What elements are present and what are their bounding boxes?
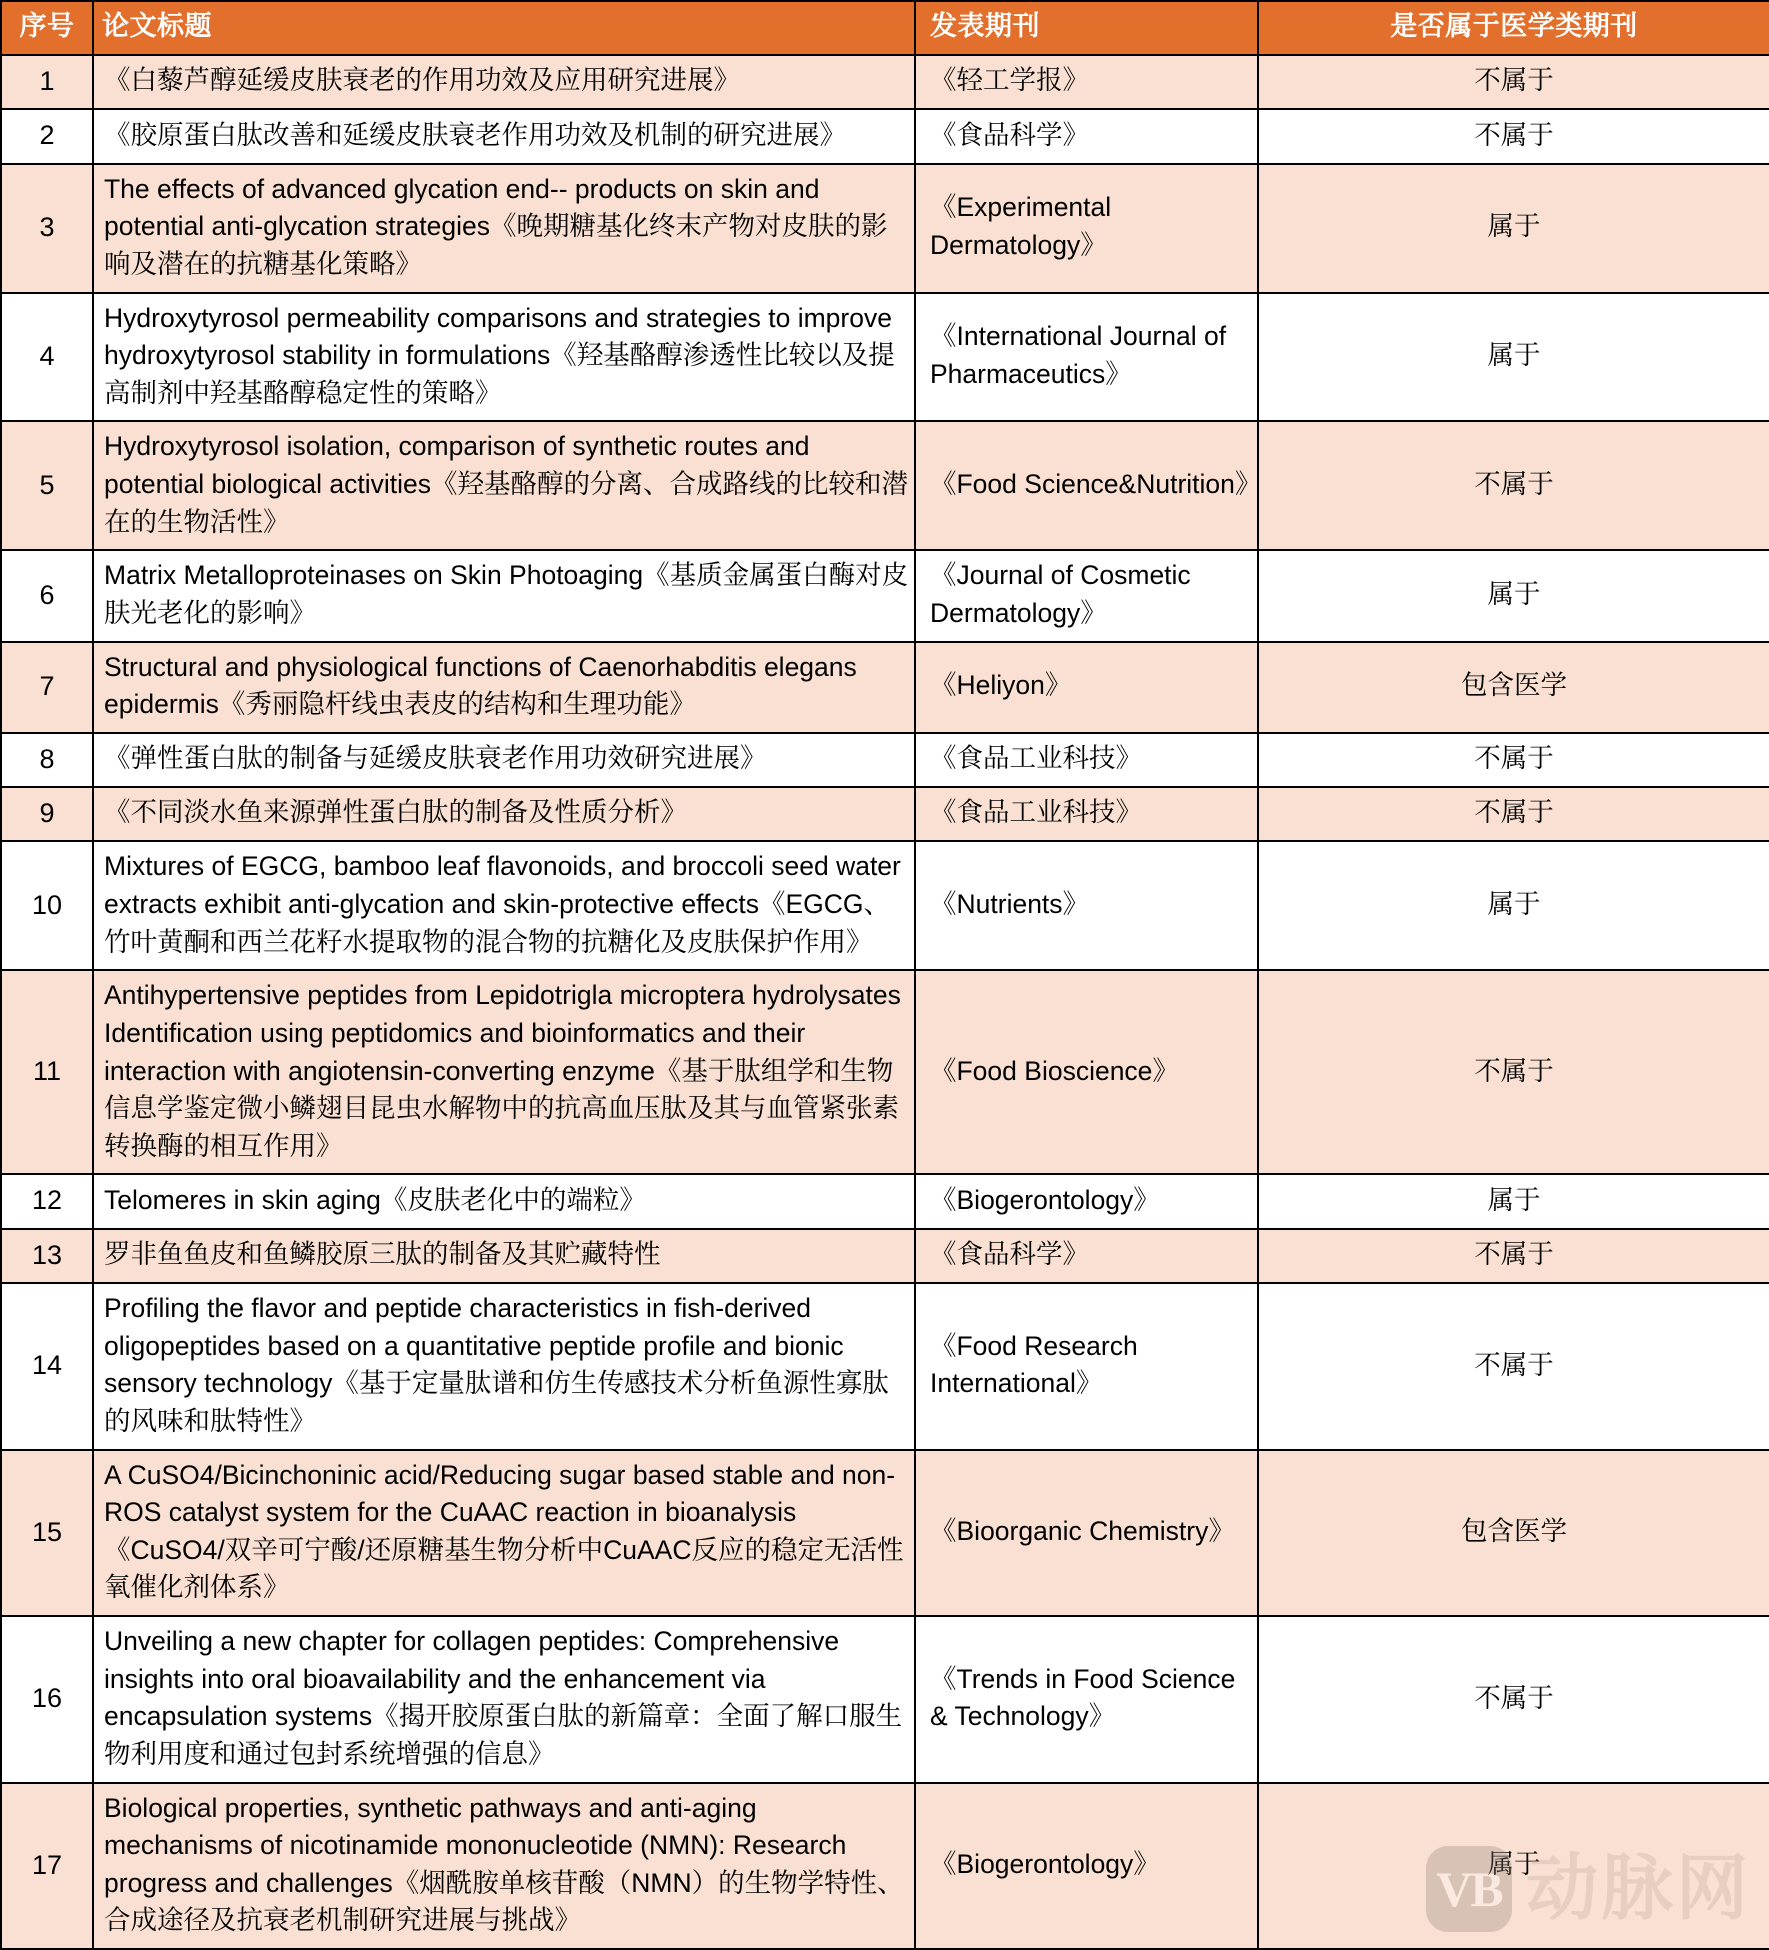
table-row[interactable] <box>1 421 1769 550</box>
cell-index[interactable]: 17 <box>1 1783 93 1950</box>
cell-paper-title[interactable]: 《弹性蛋白肽的制备与延缓皮肤衰老作用功效研究进展》 <box>93 733 915 787</box>
cell-index[interactable]: 11 <box>1 970 93 1174</box>
table-row[interactable] <box>1 550 1769 641</box>
cell-is-medical[interactable]: 不属于 <box>1258 421 1769 550</box>
cell-journal[interactable]: 《Food Science&Nutrition》 <box>915 421 1258 550</box>
column-header-index[interactable]: 序号 <box>1 1 93 55</box>
table-body <box>1 55 1769 1949</box>
cell-journal[interactable]: 《International Journal of Pharmaceutics》 <box>915 293 1258 422</box>
cell-journal[interactable]: 《Food Research International》 <box>915 1283 1258 1450</box>
cell-is-medical[interactable]: 不属于 <box>1258 1283 1769 1450</box>
cell-is-medical[interactable]: 不属于 <box>1258 787 1769 841</box>
table-row[interactable] <box>1 787 1769 841</box>
cell-paper-title[interactable]: Antihypertensive peptides from Lepidotrigla microptera hydrolysates Identification using peptidomics and bioinformatics and their interaction with angiotensin-converting enzyme《基于肽组学和生物信息学鉴定微小鳞翅目昆虫水解物中的抗高血压肽及其与血管紧张素转换酶的相互作用》 <box>93 970 915 1174</box>
cell-index[interactable]: 9 <box>1 787 93 841</box>
cell-is-medical[interactable]: 不属于 <box>1258 109 1769 163</box>
cell-journal[interactable]: 《Experimental Dermatology》 <box>915 164 1258 293</box>
column-header-title[interactable]: 论文标题 <box>93 1 915 55</box>
column-header-journal[interactable]: 发表期刊 <box>915 1 1258 55</box>
cell-journal[interactable]: 《食品工业科技》 <box>915 733 1258 787</box>
table-row[interactable] <box>1 642 1769 733</box>
cell-paper-title[interactable]: Hydroxytyrosol isolation, comparison of synthetic routes and potential biological activities《羟基酪醇的分离、合成路线的比较和潜在的生物活性》 <box>93 421 915 550</box>
cell-paper-title[interactable]: Hydroxytyrosol permeability comparisons and strategies to improve hydroxytyrosol stability in formulations《羟基酪醇渗透性比较以及提高制剂中羟基酪醇稳定性的策略》 <box>93 293 915 422</box>
table-row[interactable] <box>1 841 1769 970</box>
cell-is-medical[interactable]: 属于 <box>1258 293 1769 422</box>
cell-journal[interactable]: 《Nutrients》 <box>915 841 1258 970</box>
cell-paper-title[interactable]: Structural and physiological functions of Caenorhabditis elegans epidermis《秀丽隐杆线虫表皮的结构和生理功能》 <box>93 642 915 733</box>
cell-journal[interactable]: 《Trends in Food Science & Technology》 <box>915 1616 1258 1783</box>
cell-is-medical[interactable]: 包含医学 <box>1258 1450 1769 1617</box>
table-row[interactable] <box>1 1783 1769 1950</box>
cell-paper-title[interactable]: 罗非鱼鱼皮和鱼鳞胶原三肽的制备及其贮藏特性 <box>93 1229 915 1283</box>
cell-paper-title[interactable]: A CuSO4/Bicinchoninic acid/Reducing sugar based stable and non-ROS catalyst system for the CuAAC reaction in bioanalysis《CuSO4/双辛可宁酸/还原糖基生物分析中CuAAC反应的稳定无活性氧催化剂体系》 <box>93 1450 915 1617</box>
cell-index[interactable]: 15 <box>1 1450 93 1617</box>
table-row[interactable] <box>1 55 1769 109</box>
cell-journal[interactable]: 《Biogerontology》 <box>915 1174 1258 1228</box>
cell-index[interactable]: 5 <box>1 421 93 550</box>
cell-is-medical[interactable]: 包含医学 <box>1258 642 1769 733</box>
cell-journal[interactable]: 《Biogerontology》 <box>915 1783 1258 1950</box>
table-row[interactable] <box>1 293 1769 422</box>
cell-paper-title[interactable]: Telomeres in skin aging《皮肤老化中的端粒》 <box>93 1174 915 1228</box>
table-row[interactable] <box>1 1450 1769 1617</box>
cell-index[interactable]: 16 <box>1 1616 93 1783</box>
cell-journal[interactable]: 《Bioorganic Chemistry》 <box>915 1450 1258 1617</box>
cell-paper-title[interactable]: 《胶原蛋白肽改善和延缓皮肤衰老作用功效及机制的研究进展》 <box>93 109 915 163</box>
cell-index[interactable]: 14 <box>1 1283 93 1450</box>
table-header <box>1 1 1769 55</box>
cell-journal[interactable]: 《Heliyon》 <box>915 642 1258 733</box>
cell-journal[interactable]: 《轻工学报》 <box>915 55 1258 109</box>
cell-is-medical[interactable]: 不属于 <box>1258 733 1769 787</box>
cell-is-medical[interactable]: 不属于 <box>1258 1616 1769 1783</box>
cell-paper-title[interactable]: Profiling the flavor and peptide characteristics in fish-derived oligopeptides based on a quantitative peptide profile and bionic sensory technology《基于定量肽谱和仿生传感技术分析鱼源性寡肽的风味和肽特性》 <box>93 1283 915 1450</box>
table-row[interactable] <box>1 1283 1769 1450</box>
cell-paper-title[interactable]: Mixtures of EGCG, bamboo leaf flavonoids, and broccoli seed water extracts exhibit anti-glycation and skin-protective effects《EGCG、竹叶黄酮和西兰花籽水提取物的混合物的抗糖化及皮肤保护作用》 <box>93 841 915 970</box>
cell-is-medical[interactable]: 属于 <box>1258 1174 1769 1228</box>
cell-index[interactable]: 13 <box>1 1229 93 1283</box>
cell-is-medical[interactable]: 不属于 <box>1258 55 1769 109</box>
cell-index[interactable]: 6 <box>1 550 93 641</box>
column-header-medical[interactable]: 是否属于医学类期刊 <box>1258 1 1769 55</box>
cell-is-medical[interactable]: 属于 <box>1258 1783 1769 1950</box>
watermark-text: 动脉网 <box>1525 1849 1751 1930</box>
table-row[interactable] <box>1 970 1769 1174</box>
cell-is-medical[interactable]: 不属于 <box>1258 970 1769 1174</box>
cell-index[interactable]: 1 <box>1 55 93 109</box>
cell-paper-title[interactable]: 《白藜芦醇延缓皮肤衰老的作用功效及应用研究进展》 <box>93 55 915 109</box>
cell-paper-title[interactable]: The effects of advanced glycation end-- products on skin and potential anti-glycation strategies《晚期糖基化终末产物对皮肤的影响及潜在的抗糖基化策略》 <box>93 164 915 293</box>
cell-is-medical[interactable]: 属于 <box>1258 841 1769 970</box>
cell-is-medical[interactable]: 不属于 <box>1258 1229 1769 1283</box>
cell-paper-title[interactable]: Unveiling a new chapter for collagen peptides: Comprehensive insights into oral bioavailability and the enhancement via encapsulation systems《揭开胶原蛋白肽的新篇章：全面了解口服生物利用度和通过包封系统增强的信息》 <box>93 1616 915 1783</box>
table-row[interactable] <box>1 1229 1769 1283</box>
cell-index[interactable]: 2 <box>1 109 93 163</box>
cell-journal[interactable]: 《Food Bioscience》 <box>915 970 1258 1174</box>
cell-journal[interactable]: 《Journal of Cosmetic Dermatology》 <box>915 550 1258 641</box>
table-row[interactable] <box>1 164 1769 293</box>
cell-is-medical[interactable]: 属于 <box>1258 164 1769 293</box>
cell-index[interactable]: 12 <box>1 1174 93 1228</box>
table-row[interactable] <box>1 733 1769 787</box>
cell-journal[interactable]: 《食品科学》 <box>915 109 1258 163</box>
cell-index[interactable]: 3 <box>1 164 93 293</box>
cell-index[interactable]: 10 <box>1 841 93 970</box>
cell-paper-title[interactable]: Biological properties, synthetic pathways and anti-aging mechanisms of nicotinamide mononucleotide (NMN): Research progress and challenges《烟酰胺单核苷酸（NMN）的生物学特性、合成途径及抗衰老机制研究进展与挑战》 <box>93 1783 915 1950</box>
cell-index[interactable]: 4 <box>1 293 93 422</box>
cell-is-medical[interactable]: 属于 <box>1258 550 1769 641</box>
cell-journal[interactable]: 《食品科学》 <box>915 1229 1258 1283</box>
table-row[interactable] <box>1 1616 1769 1783</box>
table-row[interactable] <box>1 109 1769 163</box>
cell-paper-title[interactable]: 《不同淡水鱼来源弹性蛋白肽的制备及性质分析》 <box>93 787 915 841</box>
vb-logo-icon: VB <box>1426 1846 1512 1932</box>
header-row <box>1 1 1769 55</box>
cell-paper-title[interactable]: Matrix Metalloproteinases on Skin Photoaging《基质金属蛋白酶对皮肤光老化的影响》 <box>93 550 915 641</box>
cell-index[interactable]: 8 <box>1 733 93 787</box>
cell-journal[interactable]: 《食品工业科技》 <box>915 787 1258 841</box>
cell-index[interactable]: 7 <box>1 642 93 733</box>
table-row[interactable] <box>1 1174 1769 1228</box>
